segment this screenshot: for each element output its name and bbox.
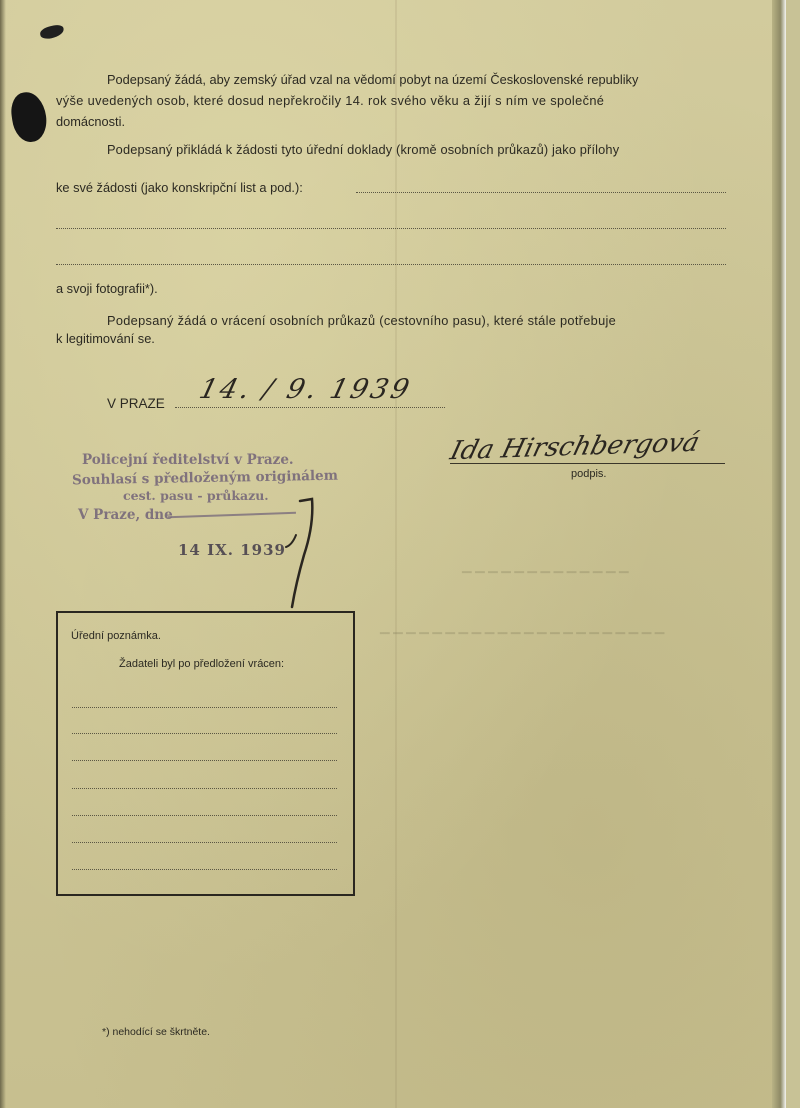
attachments-dotted-line-3	[56, 264, 726, 265]
handwritten-initial-mark	[282, 495, 322, 613]
note-dotted-line-3	[72, 760, 337, 761]
stamp-date-line	[168, 512, 296, 518]
paragraph3-line2: k legitimování se.	[56, 331, 155, 346]
note-dotted-line-6	[72, 842, 337, 843]
note-dotted-line-2	[72, 733, 337, 734]
paper-left-edge	[0, 0, 6, 1108]
stamp-line1: Policejní ředitelství v Praze.	[82, 452, 294, 468]
paper-right-edge	[772, 0, 786, 1108]
footnote: *) nehodící se škrtněte.	[102, 1026, 210, 1038]
place-label: V PRAZE	[107, 396, 165, 411]
paragraph1-line1: Podepsaný žádá, aby zemský úřad vzal na vědomí pobyt na území Československé republiky	[107, 72, 639, 87]
stamp-line2: Souhlasí s předloženým originálem	[71, 467, 339, 489]
paragraph3-line1: Podepsaný žádá o vrácení osobních průkazů (cestovního pasu), které stále potřebuje	[107, 313, 617, 328]
paragraph1-line3: domácnosti.	[56, 114, 125, 129]
date-handwritten: 14. / 9. 1939	[196, 374, 416, 405]
paragraph2-line1: Podepsaný přikládá k žádosti tyto úřední doklady (kromě osobních průkazů) jako přílohy	[107, 142, 620, 157]
note-dotted-line-5	[72, 815, 337, 816]
stamp-line4: V Praze, dne	[78, 507, 173, 523]
paper-fold	[395, 0, 397, 1108]
paragraph2-line3: a svoji fotografii*).	[56, 281, 158, 296]
attachments-dotted-line-1	[356, 192, 726, 193]
attachments-dotted-line-2	[56, 228, 726, 229]
signature-label: podpis.	[571, 468, 607, 480]
signature-handwritten: Ida Hirschbergová	[447, 427, 703, 467]
paragraph1-line2: výše uvedených osob, které dosud nepřekročily 14. rok svého věku a žijí s ním ve společné	[56, 93, 605, 108]
official-note-box	[56, 611, 355, 896]
stamp-date: 14 IX. 1939	[178, 541, 286, 559]
note-dotted-line-4	[72, 788, 337, 789]
stamp-line3: cest. pasu - průkazu.	[123, 488, 269, 503]
bleed-through-text-1: ▔ ▔ ▔ ▔ ▔ ▔ ▔ ▔ ▔ ▔ ▔ ▔ ▔	[462, 572, 629, 586]
date-dotted-line	[175, 407, 445, 408]
bleed-through-text-2: ▔ ▔ ▔ ▔ ▔ ▔ ▔ ▔ ▔ ▔ ▔ ▔ ▔ ▔ ▔ ▔ ▔ ▔ ▔ ▔ ▔ ▔	[380, 633, 665, 647]
paragraph2-line2: ke své žádosti (jako konskripční list a pod.):	[56, 180, 303, 195]
official-note-title: Úřední poznámka.	[71, 630, 161, 642]
ink-blot-large	[9, 90, 50, 144]
official-note-returned-label: Žadateli byl po předložení vrácen:	[119, 658, 285, 670]
note-dotted-line-7	[72, 869, 337, 870]
note-dotted-line-1	[72, 707, 337, 708]
ink-blot-small	[39, 24, 65, 41]
